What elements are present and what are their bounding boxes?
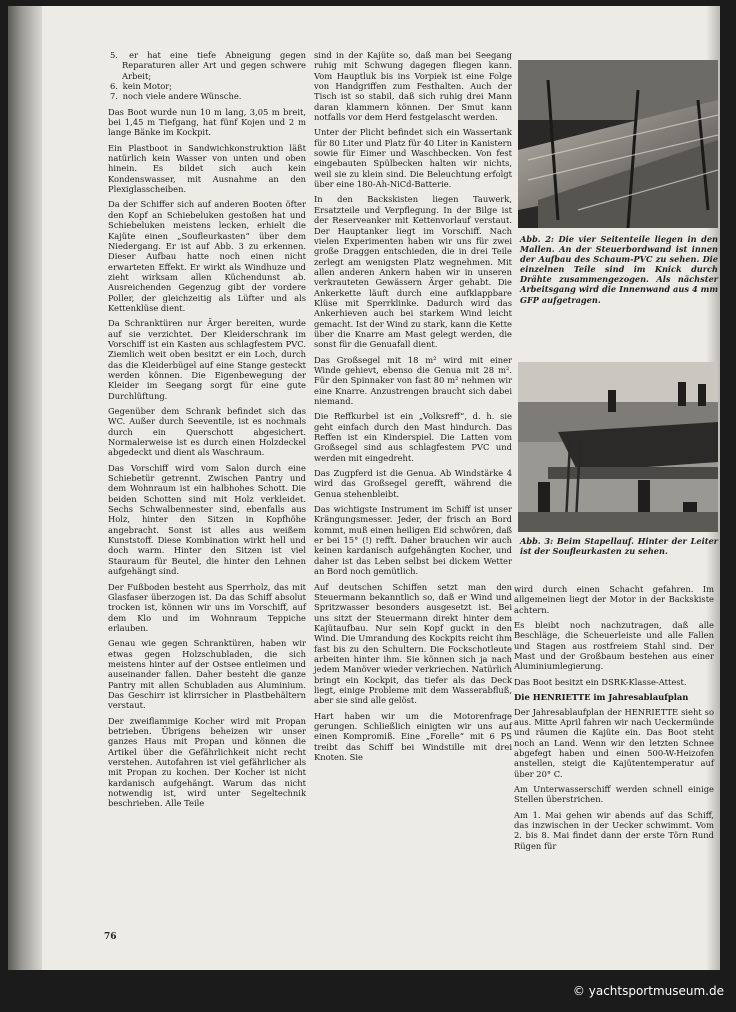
requirements-list [108,50,306,102]
paragraph: Das Vorschiff wird vom Salon durch eine Schiebetür getrennt. Zwischen Pantry und dem Wohnraum ist ein halbhohes Schott. Die beiden Schotten sind mit Holz verkleidet. Sechs Schwalbennester sind, ebenfalls aus Holz, hinter den Sitzen in Kopfhöhe angebracht. Sonst ist alles aus weißem Kunststoff. Diese Kombination wirkt hell und doch warm. Hinter den Sitzen ist viel Stauraum für Beutel, die hinter den Lehnen aufgehängt sind. [108,462,306,577]
list-item: 5. er hat eine tiefe Abneigung gegen Reparaturen aller Art und gegen schwere Arbeit; [110,50,306,81]
paragraph: Am 1. Mai gehen wir abends auf das Schiff, das inzwischen in der Uecker schwimmt. Vom 2. bis 8. Mai findet dann der erste Törn Rund Rügen für [514,809,714,851]
paragraph: Hart haben wir um die Motorenfrage gerungen. Schließlich einigten wir uns auf einen Kompromiß. Eine „Forelle“ mit 6 PS treibt das Schiff bei Windstille mit drei Knoten. Sie [314,710,512,762]
paragraph: Das Boot besitzt ein DSRK-Klasse-Attest. [514,676,687,687]
page-number: 76 [104,932,117,942]
book-gutter [8,6,42,970]
paragraph: Es bleibt noch nachzutragen, daß alle Beschläge, die Scheuerleiste und alle Fallen und Stagen aus rostfreiem Stahl sind. Der Mast und der Großbaum bestehen aus einer Aluminiumlegierung. [514,620,714,672]
text-column-1 [108,50,306,814]
paragraph: Unter der Plicht befindet sich ein Wassertank für 80 Liter und Platz für 40 Liter in Kanistern sowie für Eimer und Waschbecken. Von fest eingebauten Spülbecken halten wir nichts, weil sie zu klein sind. Die Beleuchtung erfolgt über eine 180-Ah-NiCd-Batterie. [314,127,512,190]
paragraph: Der zweiflammige Kocher wird mit Propan betrieben. Übrigens beheizen wir unser ganzes Haus mit Propan und können die Artikel über die Gefährlichkeit nicht recht verstehen. Autofahren ist viel gefährlicher als mit Propan zu kochen. Der Kocher ist nicht kardanisch aufgehängt. Warum das nicht notwendig ist, wird unter Segeltechnik beschrieben. Alle Teile [108,715,306,809]
paragraph: Ein Plastboot in Sandwichkonstruktion läßt natürlich kein Wasser von unten und oben hinein. Es bildet sich auch kein Kondenswasser, mit Ausnahme an den Plexiglasscheiben. [108,142,306,195]
paragraph: Da der Schiffer sich auf anderen Booten öfter den Kopf an Schiebeluken gestoßen hat und Schiebeluken meistens lecken, erhielt die Kajüte einen „Soufleurkasten“ über dem Niedergang. Er ist auf Abb. 3 zu erkennen. Dieser Aufbau hatte noch einen nicht erwarteten Effekt. Er wirkt als Windhuze und zieht wirksam allen Küchendunst ab. Ausreichenden Gegenzug gibt der vordere Poller, der gleichzeitig als Lüfter und als Kettenklüse dient. [108,199,306,313]
paragraph: Das Boot wurde nun 10 m lang, 3,05 m breit, bei 1,45 m Tiefgang, hat fünf Kojen und 2 m lange Bänke im Kockpit. [108,106,306,138]
watermark: © yachtsportmuseum.de [572,984,724,998]
paragraph: Der Fußboden besteht aus Sperrholz, das mit Glasfaser überzogen ist. Da das Schiff absolut trocken ist, können wir uns im Vorschiff, auf dem Klo und im Wohnraum Teppiche erlauben. [108,581,306,633]
paragraph: wird durch einen Schacht gefahren. Im allgemeinen liegt der Motor in der Backskiste achtern. [514,584,714,615]
paragraph: Genau wie gegen Schranktüren, haben wir etwas gegen Holzschubladen, die sich meistens hinter auf der Ostsee entleimen und auseinander fallen. Daher besteht die ganze Pantry mit allen Schubladen aus Aluminium. Das Geschirr ist klirrsicher in Plastbehältern verstaut. [108,638,306,711]
paragraph: Gegenüber dem Schrank befindet sich das WC. Außer durch Seeventile, ist es nochmals durch ein Querschott abgesichert. Normalerweise ist es durch einen Holzdeckel abgedeckt und dient als Waschraum. [108,406,306,458]
paragraph: Am Unterwasserschiff werden schnell einige Stellen überstrichen. [514,783,714,805]
caption-abb-3: Abb. 3: Beim Stapellauf. Hinter der Leiter ist der Soufleurkasten zu sehen. [520,536,718,557]
list-item: 7. noch viele andere Wünsche. [110,91,242,102]
section-heading: Die HENRIETTE im Jahresablaufplan [514,692,689,703]
photo-launching-image [518,362,718,532]
list-item: 6. kein Motor; [110,81,173,92]
paragraph: Auf deutschen Schiffen setzt man den Steuermann bekanntlich so, daß er Wind und Spritzwasser besonders ausgesetzt ist. Bei uns sitzt der Steuermann direkt hinter dem Kajütaufbau. Nur sein Kopf guckt in den Wind. Die Umrandung des Kockpits reicht ihm fast bis zu den Schultern. Die Fockschotleute arbeiten hinter ihm. Sie können sich ja nach jedem Manöver wieder verkriechen. Natürlich bringt ein Kockpit, das tiefer als das Deck liegt, einige Probleme mit dem Wasserabfluß, aber sie sind alle gelöst. [314,581,512,706]
paragraph: sind in der Kajüte so, daß man bei Seegang ruhig mit Schwung dagegen fliegen kann. Vom Hauptluk bis ins Vorpiek ist eine Folge von Handgriffen zum Festhalten. Auch der Tisch ist so stabil, daß sich ruhig drei Mann daran klammern können. Der Smut kann notfalls vor dem Herd festgelascht werden. [314,50,512,123]
paragraph: Das Großsegel mit 18 m² wird mit einer Winde gehievt, ebenso die Genua mit 28 m². Für den Spinnaker von fast 80 m² nehmen wir eine Knarre. Anzustrengen braucht sich dabei niemand. [314,354,512,406]
paragraph: Das Zugpferd ist die Genua. Ab Windstärke 4 wird das Großsegel gerefft, während die Genua stehenbleibt. [314,468,512,499]
text-column-3 [514,584,714,856]
text-column-2 [314,50,512,767]
paragraph: Die Reffkurbel ist ein „Volksreff“, d. h. sie geht einfach durch den Mast hindurch. Das Reffen ist ein Kinderspiel. Die Latten vom Großsegel sind aus schlagfestem PVC und werden mit eingedreht. [314,411,512,463]
paragraph: Der Jahresablaufplan der HENRIETTE sieht so aus. Mitte April fahren wir nach Ueckermünde und räumen die Kajüte ein. Das Boot steht noch an Land. Wenn wir den letzten Schnee abgefegt haben und einen 500-W-Heizofen anstellen, steigt die Kajütentemperatur auf über 20° C. [514,706,714,779]
caption-abb-2: Abb. 2: Die vier Seitenteile liegen in den Mallen. An der Steuerbordwand ist innen der Aufbau des Schaum-PVC zu sehen. Die einzelnen Teile sind im Knick durch Drähte zusammengezogen. Als nächster Arbeitsgang wird die Innenwand aus 4 mm GFP aufgetragen. [520,234,718,305]
photo-launching [518,362,718,532]
paragraph: Das wichtigste Instrument im Schiff ist unser Krängungsmesser. Jeder, der frisch an Bord kommt, muß einen heiligen Eid schwören, daß er bei 15° (!) refft. Daher brauchen wir auch keinen kardanisch aufgehängten Kocher, und daher ist das Leben selbst bei dickem Wetter an Bord noch gemütlich. [314,504,512,577]
paragraph: Da Schranktüren nur Ärger bereiten, wurde auf sie verzichtet. Der Kleiderschrank im Vorschiff ist ein Kasten aus schlagfestem PVC. Ziemlich weit oben besitzt er ein Loch, durch das die Kleiderbügel auf eine Stange gesteckt werden können. Die Eigenbewegung der Kleider im Seegang sorgt für eine gute Durchlüftung. [108,318,306,401]
paragraph: In den Backskisten liegen Tauwerk, Ersatzteile und Verpflegung. In der Bilge ist der Reserveanker mit Kettenvorlauf verstaut. Der Hauptanker liegt im Vorschiff. Nach vielen Experimenten haben wir uns für zwei große Draggen entschieden, die in drei Teile zerlegt am wenigsten Platz wegnehmen. Mit allen anderen Ankern haben wir in unseren verkrauteten Gewässern Ärger gehabt. Die Ankerkette läuft durch eine aufklappbare Klüse mit Sperrklinke. Dadurch wird das Ankerhieven auch bei starkem Wind leicht gemacht. Ist der Wind zu stark, kann die Kette über die Knarre am Mast gelegt werden, die sonst für die Genuafall dient. [314,194,512,350]
magazine-page [8,6,720,970]
photo-hull-molds [518,60,718,228]
photo-hull-molds-image [518,60,718,228]
